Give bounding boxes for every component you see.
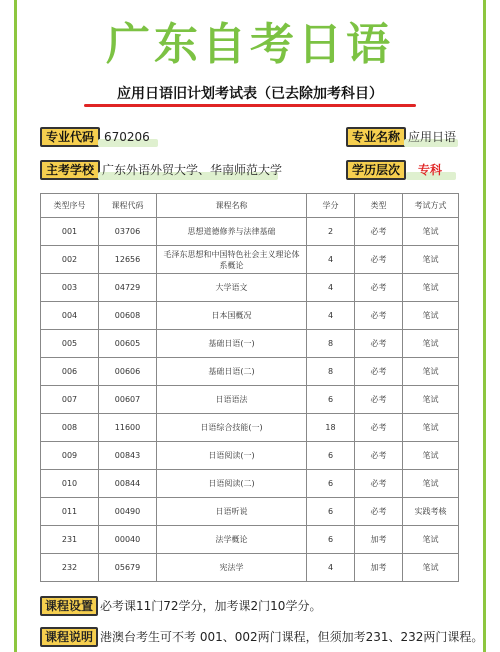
cell-course-name: 日语综合技能(一)	[157, 414, 307, 442]
cell-serial: 008	[41, 414, 99, 442]
header-course-name: 课程名称	[157, 194, 307, 218]
table-row	[41, 554, 459, 582]
cell-credits: 4	[307, 554, 355, 582]
cell-credits: 6	[307, 470, 355, 498]
major-code-label: 专业代码	[40, 127, 100, 147]
cell-course-name: 日语语法	[157, 386, 307, 414]
course-setup-label: 课程设置	[40, 596, 98, 616]
cell-serial: 004	[41, 302, 99, 330]
cell-course-code: 05679	[99, 554, 157, 582]
cell-course-name: 宪法学	[157, 554, 307, 582]
page-title: 广东自考日语	[106, 19, 394, 70]
course-setup-text: 必考课11门72学分，加考课2门10学分。	[100, 599, 322, 613]
cell-credits: 6	[307, 526, 355, 554]
table-row	[41, 246, 459, 274]
school-label: 主考学校	[40, 160, 100, 180]
cell-credits: 4	[307, 302, 355, 330]
cell-course-name: 基础日语(一)	[157, 330, 307, 358]
course-table	[40, 193, 459, 582]
major-name-label: 专业名称	[346, 127, 406, 147]
cell-course-code: 00843	[99, 442, 157, 470]
cell-course-code: 12656	[99, 246, 157, 274]
cell-course-name: 日语阅读(二)	[157, 470, 307, 498]
cell-exam-method: 笔试	[403, 554, 459, 582]
header-credits: 学分	[307, 194, 355, 218]
cell-type: 加考	[355, 554, 403, 582]
school-value: 广东外语外贸大学、华南师范大学	[102, 163, 283, 177]
cell-exam-method: 笔试	[403, 386, 459, 414]
cell-course-code: 11600	[99, 414, 157, 442]
cell-exam-method: 笔试	[403, 274, 459, 302]
level-label: 学历层次	[346, 160, 406, 180]
cell-serial: 009	[41, 442, 99, 470]
cell-course-code: 00490	[99, 498, 157, 526]
cell-exam-method: 笔试	[403, 218, 459, 246]
cell-serial: 003	[41, 274, 99, 302]
cell-course-name: 基础日语(二)	[157, 358, 307, 386]
table-body	[41, 218, 459, 582]
cell-credits: 8	[307, 358, 355, 386]
level-value: 专科	[418, 163, 443, 177]
cell-type: 必考	[355, 218, 403, 246]
major-code-value: 670206	[104, 130, 150, 144]
cell-exam-method: 笔试	[403, 442, 459, 470]
cell-exam-method: 实践考核	[403, 498, 459, 526]
cell-exam-method: 笔试	[403, 470, 459, 498]
cell-exam-method: 笔试	[403, 414, 459, 442]
table-row	[41, 526, 459, 554]
cell-type: 必考	[355, 302, 403, 330]
cell-course-code: 00607	[99, 386, 157, 414]
cell-credits: 4	[307, 274, 355, 302]
cell-course-code: 00606	[99, 358, 157, 386]
table-row	[41, 498, 459, 526]
cell-serial: 005	[41, 330, 99, 358]
table-row	[41, 274, 459, 302]
header-exam-method: 考试方式	[403, 194, 459, 218]
cell-course-name: 思想道德修养与法律基础	[157, 218, 307, 246]
cell-type: 必考	[355, 442, 403, 470]
cell-credits: 6	[307, 498, 355, 526]
cell-exam-method: 笔试	[403, 358, 459, 386]
course-note-label: 课程说明	[40, 627, 98, 647]
cell-course-name: 日语听说	[157, 498, 307, 526]
cell-exam-method: 笔试	[403, 302, 459, 330]
table-row	[41, 218, 459, 246]
cell-exam-method: 笔试	[403, 526, 459, 554]
header-course-code: 课程代码	[99, 194, 157, 218]
table-row	[41, 358, 459, 386]
cell-exam-method: 笔试	[403, 246, 459, 274]
cell-type: 必考	[355, 386, 403, 414]
table-header-row	[41, 194, 459, 218]
table-row	[41, 386, 459, 414]
cell-type: 加考	[355, 526, 403, 554]
cell-course-name: 日语阅读(一)	[157, 442, 307, 470]
cell-course-code: 00844	[99, 470, 157, 498]
cell-course-name: 大学语文	[157, 274, 307, 302]
cell-type: 必考	[355, 414, 403, 442]
cell-credits: 6	[307, 442, 355, 470]
header-type: 类型	[355, 194, 403, 218]
table-row	[41, 330, 459, 358]
page-subtitle: 应用日语旧计划考试表（已去除加考科目）	[84, 84, 416, 106]
cell-serial: 002	[41, 246, 99, 274]
cell-credits: 4	[307, 246, 355, 274]
cell-type: 必考	[355, 470, 403, 498]
table-row	[41, 414, 459, 442]
cell-type: 必考	[355, 246, 403, 274]
cell-course-code: 00040	[99, 526, 157, 554]
cell-credits: 6	[307, 386, 355, 414]
cell-exam-method: 笔试	[403, 330, 459, 358]
cell-course-code: 03706	[99, 218, 157, 246]
course-note-text: 港澳台考生可不考 001、002两门课程，但须加考231、232两门课程。	[100, 630, 484, 644]
cell-credits: 8	[307, 330, 355, 358]
major-name-value: 应用日语	[408, 130, 457, 144]
cell-serial: 011	[41, 498, 99, 526]
cell-course-name: 法学概论	[157, 526, 307, 554]
cell-type: 必考	[355, 498, 403, 526]
table-row	[41, 470, 459, 498]
cell-serial: 007	[41, 386, 99, 414]
cell-credits: 18	[307, 414, 355, 442]
cell-type: 必考	[355, 358, 403, 386]
cell-course-code: 04729	[99, 274, 157, 302]
cell-type: 必考	[355, 330, 403, 358]
cell-course-name: 毛泽东思想和中国特色社会主义理论体系概论	[157, 246, 307, 274]
header-serial: 类型序号	[41, 194, 99, 218]
cell-serial: 006	[41, 358, 99, 386]
cell-course-code: 00608	[99, 302, 157, 330]
cell-serial: 010	[41, 470, 99, 498]
table-row	[41, 302, 459, 330]
cell-serial: 001	[41, 218, 99, 246]
cell-credits: 2	[307, 218, 355, 246]
cell-course-name: 日本国概况	[157, 302, 307, 330]
cell-serial: 231	[41, 526, 99, 554]
cell-serial: 232	[41, 554, 99, 582]
table-row	[41, 442, 459, 470]
cell-course-code: 00605	[99, 330, 157, 358]
cell-type: 必考	[355, 274, 403, 302]
